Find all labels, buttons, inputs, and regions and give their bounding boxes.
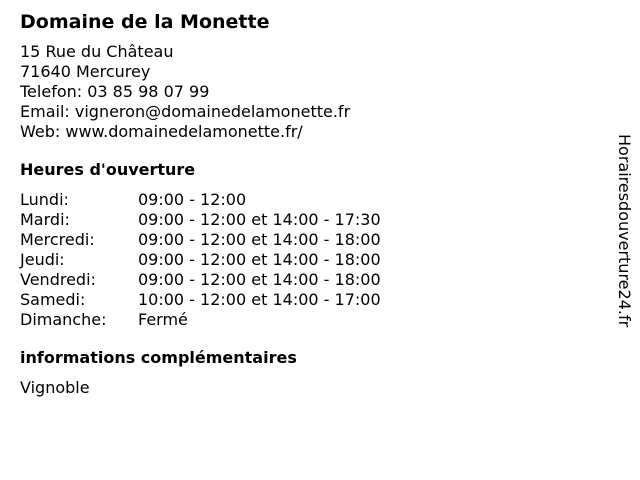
hours-day: Dimanche: [20, 310, 107, 329]
opening-hours-list [20, 190, 600, 330]
hours-day: Mardi: [20, 210, 70, 229]
phone-line: Telefon: 03 85 98 07 99 [20, 82, 210, 101]
hours-row-mardi [20, 210, 600, 230]
site-watermark: Horairesdouverture24.fr [615, 134, 634, 328]
hours-time: 09:00 - 12:00 et 14:00 - 18:00 [138, 230, 381, 249]
business-name: Domaine de la Monette [20, 11, 270, 33]
email-line: Email: vigneron@domainedelamonette.fr [20, 102, 351, 121]
business-info-card [20, 10, 600, 398]
hours-row-jeudi [20, 250, 600, 270]
hours-time: 09:00 - 12:00 et 14:00 - 17:30 [138, 210, 381, 229]
hours-row-vendredi [20, 270, 600, 290]
extra-info-heading: informations complémentaires [20, 348, 297, 367]
opening-hours-heading: Heures d'ouverture [20, 160, 196, 179]
hours-day: Vendredi: [20, 270, 96, 289]
hours-day: Mercredi: [20, 230, 95, 249]
hours-row-mercredi [20, 230, 600, 250]
hours-time: 09:00 - 12:00 et 14:00 - 18:00 [138, 250, 381, 269]
address-street: 15 Rue du Château [20, 42, 174, 61]
extra-info-text: Vignoble [20, 378, 90, 397]
hours-day: Lundi: [20, 190, 69, 209]
hours-row-dimanche [20, 310, 600, 330]
hours-time: 10:00 - 12:00 et 14:00 - 17:00 [138, 290, 381, 309]
hours-day: Samedi: [20, 290, 86, 309]
hours-day: Jeudi: [20, 250, 65, 269]
address-city: 71640 Mercurey [20, 62, 151, 81]
hours-time: Fermé [138, 310, 188, 329]
hours-time: 09:00 - 12:00 et 14:00 - 18:00 [138, 270, 381, 289]
website-line: Web: www.domainedelamonette.fr/ [20, 122, 303, 141]
hours-time: 09:00 - 12:00 [138, 190, 247, 209]
hours-row-lundi [20, 190, 600, 210]
hours-row-samedi [20, 290, 600, 310]
